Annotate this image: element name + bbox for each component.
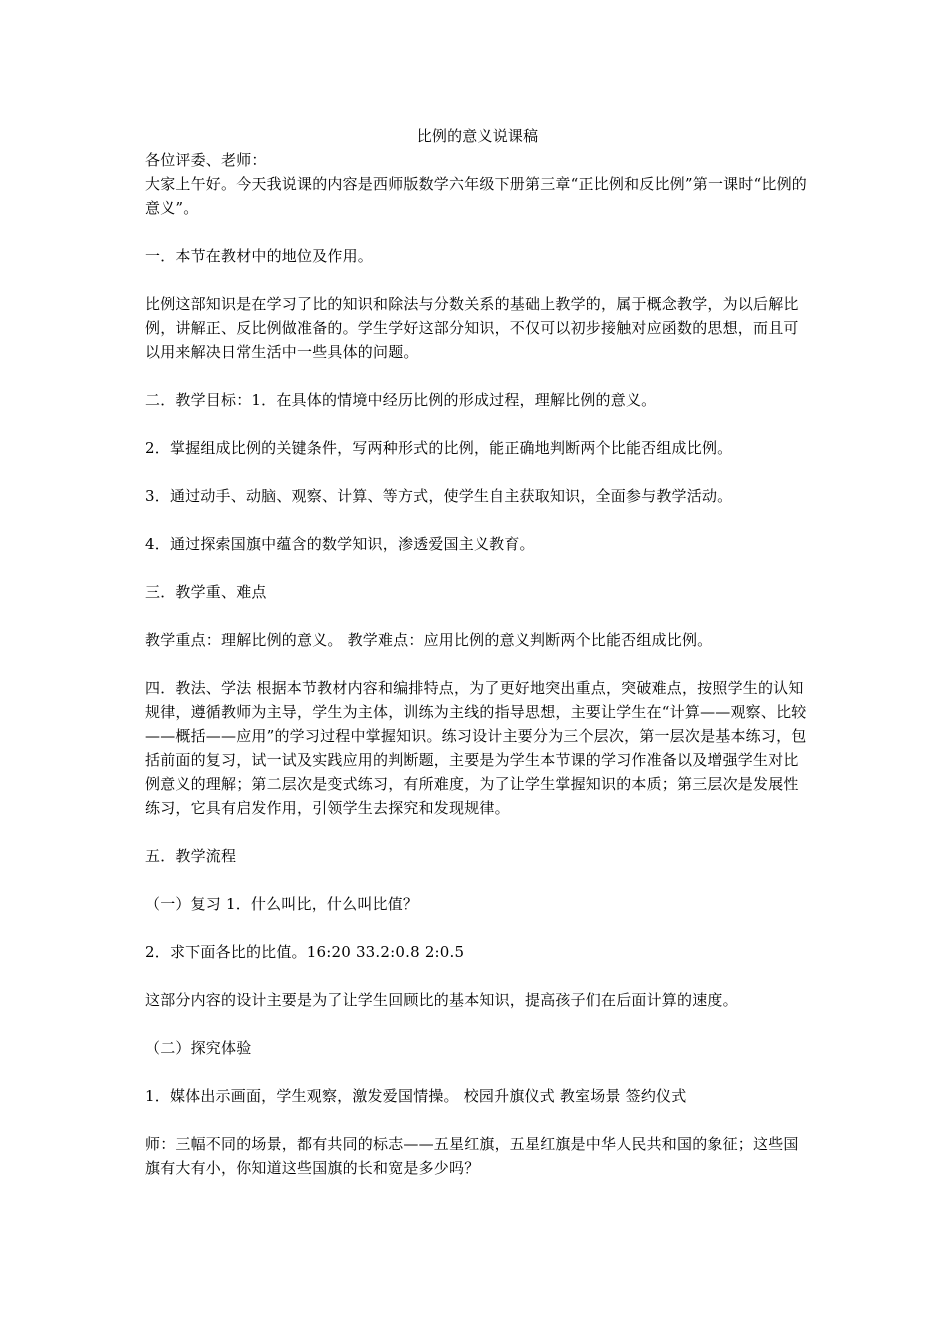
section-heading-5: 五．教学流程 — [145, 847, 237, 865]
section-heading-1: 一．本节在教材中的地位及作用。 — [145, 247, 374, 265]
intro-paragraph: 大家上午好。今天我说课的内容是西师版数学六年级下册第三章“正比例和反比例”第一课时“比例的意义”。 — [145, 175, 808, 217]
section-4-paragraph: 四．教法、学法 根据本节教材内容和编排特点，为了更好地突出重点，突破难点，按照学生的认知规律，遵循教师为主导，学生为主体，训练为主线的指导思想，主要让学生在“计算——观察、比较——概括——应用”的学习过程中掌握知识。练习设计主要分为三个层次，第一层次是基本练习，包括前面的复习，试一试及实践应用的判断题，主要是为学生本节课的学习作准备以及增强学生对比例意义的理解；第二层次是变式练习，有所难度，为了让学生掌握知识的本质；第三层次是发展性练习，它具有启发作用，引领学生去探究和发现规律。 — [145, 679, 807, 817]
review-exercise: 2．求下面各比的比值。16:20 33.2:0.8 2:0.5 — [145, 943, 465, 961]
explore-heading: （二）探究体验 — [145, 1039, 252, 1057]
section-1-paragraph: 比例这部知识是在学习了比的知识和除法与分数关系的基础上教学的，属于概念教学，为以后解比例，讲解正、反比例做准备的。学生学好这部分知识，不仅可以初步接触对应函数的思想，而且可以用来解决日常生活中一些具体的问题。 — [145, 295, 799, 361]
document-body — [145, 124, 810, 1180]
greeting: 各位评委、老师： — [145, 151, 267, 169]
section-heading-3: 三．教学重、难点 — [145, 583, 267, 601]
objective-3: 3．通过动手、动脑、观察、计算、等方式，使学生自主获取知识，全面参与教学活动。 — [145, 487, 733, 505]
review-heading: （一）复习 1．什么叫比，什么叫比值？ — [145, 895, 419, 913]
explore-step-1: 1．媒体出示画面，学生观察，激发爱国情操。 校园升旗仪式 教室场景 签约仪式 — [145, 1087, 687, 1105]
teacher-dialogue: 师：三幅不同的场景，都有共同的标志——五星红旗，五星红旗是中华人民共和国的象征；这些国旗有大有小，你知道这些国旗的长和宽是多少吗？ — [145, 1135, 799, 1177]
section-heading-2: 二．教学目标：1．在具体的情境中经历比例的形成过程，理解比例的意义。 — [145, 391, 657, 409]
review-purpose: 这部分内容的设计主要是为了让学生回顾比的基本知识，提高孩子们在后面计算的速度。 — [145, 991, 738, 1009]
document-title: 比例的意义说课稿 — [416, 127, 539, 145]
key-points-paragraph: 教学重点：理解比例的意义。 教学难点：应用比例的意义判断两个比能否组成比例。 — [145, 631, 713, 649]
objective-2: 2．掌握组成比例的关键条件，写两种形式的比例，能正确地判断两个比能否组成比例。 — [145, 439, 733, 457]
objective-4: 4．通过探索国旗中蕴含的数学知识，渗透爱国主义教育。 — [145, 535, 535, 553]
